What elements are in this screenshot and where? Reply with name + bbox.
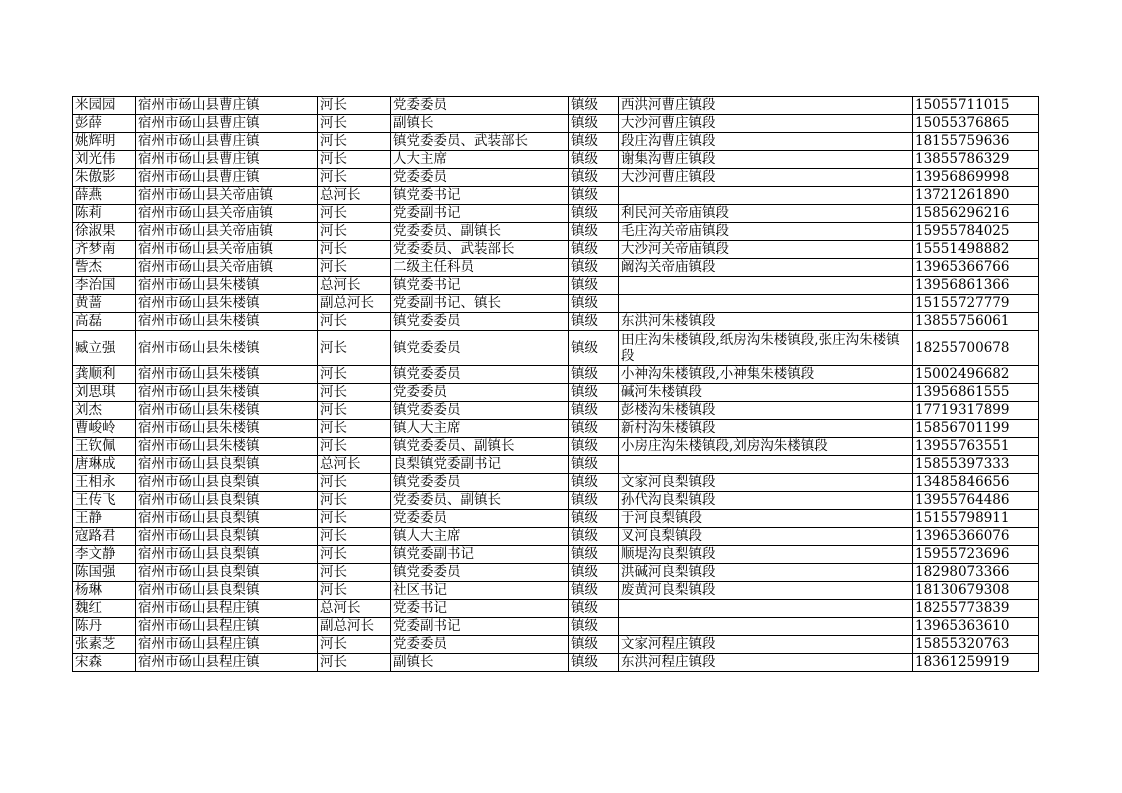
cell-name: 王传飞 — [73, 492, 136, 510]
cell-post: 良梨镇党委副书记 — [391, 456, 569, 474]
cell-name: 朱傲影 — [73, 169, 136, 187]
cell-phone: 18155759636 — [913, 133, 1039, 151]
cell-river-section — [619, 456, 913, 474]
cell-phone: 15055711015 — [913, 97, 1039, 115]
cell-level: 镇级 — [569, 582, 619, 600]
table-row — [73, 636, 1039, 654]
cell-level: 镇级 — [569, 456, 619, 474]
cell-role: 河长 — [318, 205, 391, 223]
cell-level: 镇级 — [569, 564, 619, 582]
cell-role: 河长 — [318, 528, 391, 546]
cell-river-section: 谢集沟曹庄镇段 — [619, 151, 913, 169]
cell-role: 河长 — [318, 115, 391, 133]
cell-role: 河长 — [318, 402, 391, 420]
cell-level: 镇级 — [569, 492, 619, 510]
table-row — [73, 474, 1039, 492]
cell-unit: 宿州市砀山县朱楼镇 — [136, 313, 318, 331]
table-row — [73, 187, 1039, 205]
cell-post: 党委副书记、镇长 — [391, 295, 569, 313]
table-row — [73, 295, 1039, 313]
cell-phone: 18298073366 — [913, 564, 1039, 582]
table-row — [73, 331, 1039, 366]
cell-post: 镇党委委员 — [391, 331, 569, 366]
cell-name: 薛燕 — [73, 187, 136, 205]
table-row — [73, 259, 1039, 277]
table-row — [73, 546, 1039, 564]
cell-phone: 13956869998 — [913, 169, 1039, 187]
cell-name: 龚顺利 — [73, 366, 136, 384]
cell-unit: 宿州市砀山县曹庄镇 — [136, 151, 318, 169]
cell-post: 镇人大主席 — [391, 420, 569, 438]
cell-phone: 13956861555 — [913, 384, 1039, 402]
cell-river-section: 小房庄沟朱楼镇段,刘房沟朱楼镇段 — [619, 438, 913, 456]
cell-role: 河长 — [318, 420, 391, 438]
cell-level: 镇级 — [569, 438, 619, 456]
cell-name: 寇路君 — [73, 528, 136, 546]
cell-unit: 宿州市砀山县良梨镇 — [136, 546, 318, 564]
cell-level: 镇级 — [569, 115, 619, 133]
cell-level: 镇级 — [569, 259, 619, 277]
cell-role: 总河长 — [318, 277, 391, 295]
table-row — [73, 384, 1039, 402]
table-row — [73, 528, 1039, 546]
cell-unit: 宿州市砀山县关帝庙镇 — [136, 241, 318, 259]
table-row — [73, 618, 1039, 636]
cell-role: 河长 — [318, 546, 391, 564]
cell-river-section: 碱河朱楼镇段 — [619, 384, 913, 402]
cell-post: 二级主任科员 — [391, 259, 569, 277]
cell-level: 镇级 — [569, 169, 619, 187]
cell-level: 镇级 — [569, 223, 619, 241]
cell-post: 镇党委委员 — [391, 366, 569, 384]
cell-name: 张素芝 — [73, 636, 136, 654]
cell-unit: 宿州市砀山县关帝庙镇 — [136, 259, 318, 277]
table-row — [73, 582, 1039, 600]
cell-name: 高磊 — [73, 313, 136, 331]
cell-phone: 13955763551 — [913, 438, 1039, 456]
cell-name: 刘思琪 — [73, 384, 136, 402]
cell-name: 李治国 — [73, 277, 136, 295]
table-row — [73, 510, 1039, 528]
cell-role: 河长 — [318, 438, 391, 456]
cell-river-section: 文家河程庄镇段 — [619, 636, 913, 654]
cell-phone: 15002496682 — [913, 366, 1039, 384]
table-row — [73, 438, 1039, 456]
cell-name: 陈莉 — [73, 205, 136, 223]
cell-post: 党委副书记 — [391, 205, 569, 223]
cell-role: 河长 — [318, 366, 391, 384]
cell-post: 镇党委副书记 — [391, 546, 569, 564]
cell-river-section: 东洪河朱楼镇段 — [619, 313, 913, 331]
cell-role: 河长 — [318, 492, 391, 510]
cell-river-section: 毛庄沟关帝庙镇段 — [619, 223, 913, 241]
cell-phone: 15055376865 — [913, 115, 1039, 133]
cell-name: 王相永 — [73, 474, 136, 492]
cell-phone: 13965366076 — [913, 528, 1039, 546]
cell-river-section: 西洪河曹庄镇段 — [619, 97, 913, 115]
cell-unit: 宿州市砀山县曹庄镇 — [136, 115, 318, 133]
cell-level: 镇级 — [569, 187, 619, 205]
cell-level: 镇级 — [569, 546, 619, 564]
cell-post: 镇党委书记 — [391, 277, 569, 295]
cell-level: 镇级 — [569, 313, 619, 331]
cell-phone: 15155727779 — [913, 295, 1039, 313]
cell-name: 齐梦南 — [73, 241, 136, 259]
cell-role: 总河长 — [318, 600, 391, 618]
cell-role: 河长 — [318, 654, 391, 672]
cell-unit: 宿州市砀山县良梨镇 — [136, 474, 318, 492]
cell-unit: 宿州市砀山县朱楼镇 — [136, 402, 318, 420]
cell-phone: 13965363610 — [913, 618, 1039, 636]
cell-unit: 宿州市砀山县朱楼镇 — [136, 331, 318, 366]
cell-river-section: 废黄河良梨镇段 — [619, 582, 913, 600]
cell-river-section: 叉河良梨镇段 — [619, 528, 913, 546]
cell-phone: 13956861366 — [913, 277, 1039, 295]
cell-name: 刘杰 — [73, 402, 136, 420]
cell-role: 河长 — [318, 313, 391, 331]
cell-level: 镇级 — [569, 151, 619, 169]
cell-post: 镇党委委员、武装部长 — [391, 133, 569, 151]
cell-unit: 宿州市砀山县关帝庙镇 — [136, 223, 318, 241]
cell-river-section: 孙代沟良梨镇段 — [619, 492, 913, 510]
cell-name: 宋森 — [73, 654, 136, 672]
cell-unit: 宿州市砀山县良梨镇 — [136, 564, 318, 582]
cell-post: 党委副书记 — [391, 618, 569, 636]
cell-river-section: 文家河良梨镇段 — [619, 474, 913, 492]
cell-river-section — [619, 277, 913, 295]
cell-unit: 宿州市砀山县曹庄镇 — [136, 133, 318, 151]
cell-level: 镇级 — [569, 474, 619, 492]
cell-river-section: 利民河关帝庙镇段 — [619, 205, 913, 223]
cell-name: 魏红 — [73, 600, 136, 618]
cell-unit: 宿州市砀山县程庄镇 — [136, 600, 318, 618]
table-row — [73, 151, 1039, 169]
cell-unit: 宿州市砀山县良梨镇 — [136, 456, 318, 474]
cell-river-section: 洪碱河良梨镇段 — [619, 564, 913, 582]
cell-name: 臧立强 — [73, 331, 136, 366]
roster-body — [73, 97, 1039, 672]
cell-level: 镇级 — [569, 241, 619, 259]
cell-post: 党委委员、副镇长 — [391, 492, 569, 510]
cell-level: 镇级 — [569, 366, 619, 384]
cell-post: 党委委员、武装部长 — [391, 241, 569, 259]
cell-phone: 15955723696 — [913, 546, 1039, 564]
cell-post: 党委委员 — [391, 169, 569, 187]
cell-level: 镇级 — [569, 636, 619, 654]
cell-role: 总河长 — [318, 456, 391, 474]
cell-name: 曹峻岭 — [73, 420, 136, 438]
cell-unit: 宿州市砀山县关帝庙镇 — [136, 205, 318, 223]
cell-level: 镇级 — [569, 420, 619, 438]
table-row — [73, 133, 1039, 151]
cell-level: 镇级 — [569, 384, 619, 402]
table-row — [73, 205, 1039, 223]
cell-river-section — [619, 618, 913, 636]
table-row — [73, 115, 1039, 133]
cell-unit: 宿州市砀山县朱楼镇 — [136, 420, 318, 438]
cell-name: 李文静 — [73, 546, 136, 564]
river-chief-roster-table — [72, 96, 1039, 672]
table-row — [73, 97, 1039, 115]
cell-phone: 15856296216 — [913, 205, 1039, 223]
cell-phone: 15155798911 — [913, 510, 1039, 528]
cell-role: 河长 — [318, 151, 391, 169]
cell-post: 镇党委委员 — [391, 564, 569, 582]
cell-role: 河长 — [318, 223, 391, 241]
cell-river-section — [619, 295, 913, 313]
cell-unit: 宿州市砀山县关帝庙镇 — [136, 187, 318, 205]
cell-unit: 宿州市砀山县朱楼镇 — [136, 366, 318, 384]
cell-name: 王钦佩 — [73, 438, 136, 456]
cell-level: 镇级 — [569, 205, 619, 223]
cell-post: 镇人大主席 — [391, 528, 569, 546]
cell-river-section: 大沙河关帝庙镇段 — [619, 241, 913, 259]
cell-river-section: 彭楼沟朱楼镇段 — [619, 402, 913, 420]
cell-level: 镇级 — [569, 528, 619, 546]
cell-name: 杨琳 — [73, 582, 136, 600]
cell-post: 党委委员 — [391, 384, 569, 402]
cell-phone: 15855397333 — [913, 456, 1039, 474]
table-row — [73, 654, 1039, 672]
cell-river-section: 于河良梨镇段 — [619, 510, 913, 528]
cell-phone: 18361259919 — [913, 654, 1039, 672]
cell-name: 彭薛 — [73, 115, 136, 133]
cell-role: 河长 — [318, 133, 391, 151]
cell-unit: 宿州市砀山县程庄镇 — [136, 654, 318, 672]
table-row — [73, 277, 1039, 295]
cell-unit: 宿州市砀山县曹庄镇 — [136, 97, 318, 115]
table-row — [73, 420, 1039, 438]
cell-unit: 宿州市砀山县程庄镇 — [136, 636, 318, 654]
cell-unit: 宿州市砀山县良梨镇 — [136, 510, 318, 528]
cell-phone: 17719317899 — [913, 402, 1039, 420]
cell-level: 镇级 — [569, 277, 619, 295]
cell-name: 陈国强 — [73, 564, 136, 582]
cell-unit: 宿州市砀山县良梨镇 — [136, 528, 318, 546]
cell-river-section — [619, 600, 913, 618]
cell-river-section: 小神沟朱楼镇段,小神集朱楼镇段 — [619, 366, 913, 384]
table-row — [73, 223, 1039, 241]
cell-role: 河长 — [318, 636, 391, 654]
cell-level: 镇级 — [569, 618, 619, 636]
cell-river-section — [619, 187, 913, 205]
cell-name: 陈丹 — [73, 618, 136, 636]
cell-post: 镇党委委员 — [391, 474, 569, 492]
cell-level: 镇级 — [569, 331, 619, 366]
table-row — [73, 366, 1039, 384]
cell-phone: 18130679308 — [913, 582, 1039, 600]
cell-name: 王静 — [73, 510, 136, 528]
cell-unit: 宿州市砀山县良梨镇 — [136, 582, 318, 600]
cell-post: 党委委员 — [391, 510, 569, 528]
cell-post: 镇党委委员 — [391, 402, 569, 420]
cell-post: 党委委员 — [391, 97, 569, 115]
cell-phone: 15856701199 — [913, 420, 1039, 438]
cell-role: 副总河长 — [318, 618, 391, 636]
cell-name: 刘光伟 — [73, 151, 136, 169]
cell-post: 社区书记 — [391, 582, 569, 600]
cell-name: 唐琳成 — [73, 456, 136, 474]
cell-post: 人大主席 — [391, 151, 569, 169]
table-row — [73, 169, 1039, 187]
cell-role: 总河长 — [318, 187, 391, 205]
cell-river-section: 大沙河曹庄镇段 — [619, 169, 913, 187]
cell-phone: 13721261890 — [913, 187, 1039, 205]
cell-role: 河长 — [318, 331, 391, 366]
cell-post: 镇党委书记 — [391, 187, 569, 205]
cell-role: 河长 — [318, 510, 391, 528]
cell-level: 镇级 — [569, 510, 619, 528]
cell-phone: 18255700678 — [913, 331, 1039, 366]
cell-post: 党委书记 — [391, 600, 569, 618]
cell-river-section: 新村沟朱楼镇段 — [619, 420, 913, 438]
cell-role: 河长 — [318, 564, 391, 582]
cell-post: 副镇长 — [391, 654, 569, 672]
cell-phone: 13965366766 — [913, 259, 1039, 277]
cell-name: 姚辉明 — [73, 133, 136, 151]
cell-unit: 宿州市砀山县良梨镇 — [136, 492, 318, 510]
cell-unit: 宿州市砀山县曹庄镇 — [136, 169, 318, 187]
cell-unit: 宿州市砀山县朱楼镇 — [136, 295, 318, 313]
cell-post: 镇党委委员 — [391, 313, 569, 331]
cell-post: 副镇长 — [391, 115, 569, 133]
cell-level: 镇级 — [569, 97, 619, 115]
cell-level: 镇级 — [569, 295, 619, 313]
cell-name: 訾杰 — [73, 259, 136, 277]
cell-role: 河长 — [318, 582, 391, 600]
cell-name: 徐淑果 — [73, 223, 136, 241]
cell-name: 黄蔷 — [73, 295, 136, 313]
cell-role: 河长 — [318, 474, 391, 492]
cell-phone: 15855320763 — [913, 636, 1039, 654]
cell-river-section: 阚沟关帝庙镇段 — [619, 259, 913, 277]
table-row — [73, 402, 1039, 420]
cell-phone: 18255773839 — [913, 600, 1039, 618]
cell-role: 河长 — [318, 259, 391, 277]
cell-phone: 15955784025 — [913, 223, 1039, 241]
cell-post: 党委委员 — [391, 636, 569, 654]
cell-level: 镇级 — [569, 654, 619, 672]
cell-post: 镇党委委员、副镇长 — [391, 438, 569, 456]
cell-phone: 15551498882 — [913, 241, 1039, 259]
table-row — [73, 313, 1039, 331]
table-row — [73, 241, 1039, 259]
cell-phone: 13955764486 — [913, 492, 1039, 510]
table-row — [73, 600, 1039, 618]
cell-level: 镇级 — [569, 600, 619, 618]
cell-unit: 宿州市砀山县朱楼镇 — [136, 277, 318, 295]
table-row — [73, 564, 1039, 582]
cell-role: 副总河长 — [318, 295, 391, 313]
table-row — [73, 456, 1039, 474]
cell-phone: 13855786329 — [913, 151, 1039, 169]
cell-level: 镇级 — [569, 402, 619, 420]
cell-role: 河长 — [318, 169, 391, 187]
cell-river-section: 段庄沟曹庄镇段 — [619, 133, 913, 151]
cell-unit: 宿州市砀山县朱楼镇 — [136, 384, 318, 402]
table-row — [73, 492, 1039, 510]
cell-river-section: 大沙河曹庄镇段 — [619, 115, 913, 133]
cell-river-section: 顺堤沟良梨镇段 — [619, 546, 913, 564]
cell-phone: 13485846656 — [913, 474, 1039, 492]
cell-river-section: 田庄沟朱楼镇段,纸房沟朱楼镇段,张庄沟朱楼镇段 — [619, 331, 913, 366]
cell-phone: 13855756061 — [913, 313, 1039, 331]
cell-level: 镇级 — [569, 133, 619, 151]
cell-post: 党委委员、副镇长 — [391, 223, 569, 241]
cell-unit: 宿州市砀山县程庄镇 — [136, 618, 318, 636]
cell-river-section: 东洪河程庄镇段 — [619, 654, 913, 672]
cell-role: 河长 — [318, 384, 391, 402]
cell-unit: 宿州市砀山县朱楼镇 — [136, 438, 318, 456]
cell-role: 河长 — [318, 97, 391, 115]
cell-role: 河长 — [318, 241, 391, 259]
cell-name: 米园园 — [73, 97, 136, 115]
